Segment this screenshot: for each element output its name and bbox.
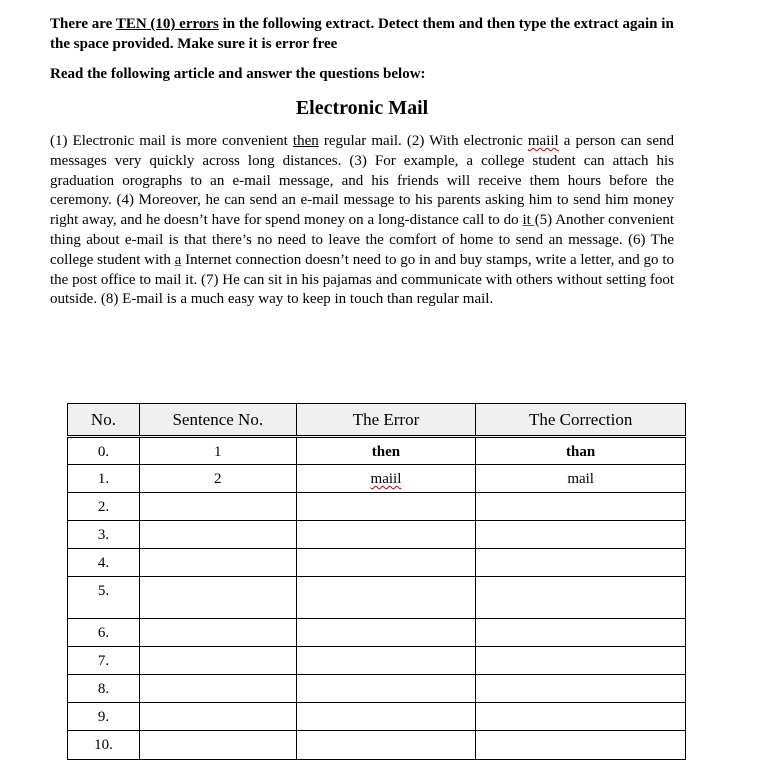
cell-no: 10. [68,731,140,760]
cell-error-text: maiil [370,471,402,487]
error-word-then: then [292,133,319,149]
cell-no: 7. [68,647,140,675]
article-passage [50,132,674,310]
header-the-error: The Error [296,404,476,437]
cell-correction[interactable]: than [476,437,686,465]
table-row [68,577,686,619]
table-row [68,549,686,577]
cell-correction[interactable] [476,521,686,549]
table-row [68,521,686,549]
cell-sentence[interactable] [139,675,296,703]
table-header-row [68,404,686,437]
table-row [68,703,686,731]
cell-no: 8. [68,675,140,703]
cell-correction[interactable] [476,577,686,619]
error-word-a: a [174,251,182,268]
cell-sentence[interactable] [139,577,296,619]
passage-seg-3: a person can send messages very quickly across long distances. (3) For example, a college student can attach his graduation orographs to an e-mail message, and his friends will receive them hours before the ceremony. (4) Moreover, he can send an e-mail message to his parents asking him to send him money right away, and he doesn’t have for spend money on a long-distance call to do [50,133,674,229]
passage-seg-5: Internet connection doesn’t need to go in and buy stamps, write a letter, and go to the post office to mail it. (7) He can sit in his pajamas and communicate with others without setting foot outside. (8) E-mail is a much easy way to keep in touch than regular mail. [50,251,674,308]
cell-sentence[interactable]: 1 [139,437,296,465]
table-row [68,465,686,493]
cell-sentence[interactable] [139,619,296,647]
cell-sentence[interactable] [139,521,296,549]
cell-correction[interactable] [476,703,686,731]
table-row [68,493,686,521]
passage-seg-4: (5) Another convenient thing about e-mail is that there’s no need to leave the comfort of home to send an message. (6) The college student with [50,212,674,268]
cell-error[interactable] [296,465,476,493]
error-word-it: it [522,212,535,229]
cell-error[interactable] [296,703,476,731]
cell-error[interactable] [296,647,476,675]
error-word-maiil: maiil [527,133,559,149]
cell-correction[interactable] [476,675,686,703]
read-instruction: Read the following article and answer the questions below: [50,66,426,82]
table-row [68,619,686,647]
instructions-text-end: in the following extract. Detect them and then type the extract again in the space provided. Make sure it is error free [50,16,674,52]
table-row [68,647,686,675]
error-table [67,403,686,760]
article-title: Electronic Mail [295,97,429,119]
cell-correction[interactable] [476,619,686,647]
cell-error[interactable] [296,731,476,760]
cell-no: 5. [68,577,140,619]
instructions-text-start: There are [50,16,116,32]
cell-sentence[interactable] [139,703,296,731]
cell-sentence[interactable] [139,493,296,521]
cell-correction[interactable] [476,647,686,675]
cell-no: 9. [68,703,140,731]
cell-error[interactable] [296,521,476,549]
cell-correction[interactable] [476,731,686,760]
cell-correction[interactable] [476,549,686,577]
passage-seg-1: (1) Electronic mail is more convenient [50,133,293,149]
cell-no: 2. [68,493,140,521]
cell-sentence[interactable] [139,647,296,675]
cell-error[interactable] [296,577,476,619]
header-the-correction: The Correction [476,404,686,437]
table-row [68,675,686,703]
cell-error[interactable]: then [296,437,476,465]
cell-no: 1. [68,465,140,493]
cell-no: 3. [68,521,140,549]
cell-sentence[interactable]: 2 [139,465,296,493]
cell-error[interactable] [296,493,476,521]
cell-error[interactable] [296,619,476,647]
cell-sentence[interactable] [139,549,296,577]
header-no: No. [68,404,140,437]
cell-correction[interactable]: mail [476,465,686,493]
cell-correction[interactable] [476,493,686,521]
table-row [68,731,686,760]
instructions-underlined: TEN (10) errors [115,16,219,32]
instructions [50,14,690,54]
cell-error[interactable] [296,549,476,577]
cell-error[interactable] [296,675,476,703]
header-sentence-no: Sentence No. [139,404,296,437]
table-row [68,437,686,465]
cell-sentence[interactable] [139,731,296,760]
cell-no: 0. [68,437,140,465]
cell-no: 4. [68,549,140,577]
passage-seg-2: regular mail. (2) With electronic [318,133,528,149]
cell-no: 6. [68,619,140,647]
